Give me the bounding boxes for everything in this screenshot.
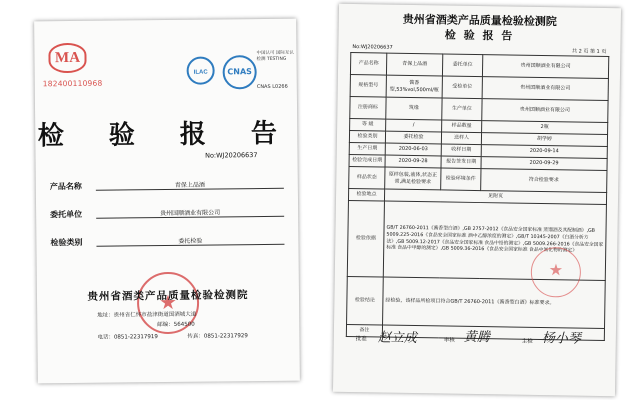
table-label: 生产日期 [349, 142, 385, 155]
table-label: 等 级 [350, 118, 386, 131]
table-label: 委托单位 [442, 54, 482, 77]
detail-page-info: 共 2 页 第 1 页 [571, 48, 607, 56]
contact-address: 地址：贵州省仁怀市盐津街道国酒城大道 [97, 311, 197, 319]
approver-label: 批准 [355, 336, 367, 343]
type-label: 检验类别 [50, 237, 83, 248]
table-label: 检验结论 [347, 276, 384, 325]
contact-phone: 电话：0851-22317919 [97, 334, 158, 341]
table-value: 2020-09-28 [385, 155, 441, 168]
table-value: 贵州国顺酒业有限公司 [482, 55, 608, 79]
table-value: 贵州国顺酒业有限公司 [482, 77, 608, 101]
table-label: 注册商标 [350, 96, 386, 119]
table-value: 筑缘 [386, 97, 442, 120]
table-label: 检验地点 [348, 188, 384, 201]
detail-page [333, 4, 621, 396]
table-value: 胡学婷 [481, 133, 607, 147]
client-label: 委托单位 [50, 209, 83, 220]
detail-org-title: 贵州省酒类产品质量检验检测院 [402, 12, 557, 29]
organization-name: 贵州省酒类产品质量检验检测院 [87, 289, 249, 303]
table-value: 青保上品酒 [386, 53, 442, 76]
cnas-info: 中国认可 国际互认 检测 TESTING [256, 50, 294, 63]
table-label: 检验类别 [349, 130, 385, 143]
conclusion-text: 经检验，该样品所检项目符合GB/T 26760-2011《酱香型白酒》标准要求。 [383, 277, 606, 328]
approver-signature: 赵立成 [377, 330, 417, 347]
table-label: 收样日期 [441, 144, 481, 157]
ilac-mra-logo [182, 55, 218, 89]
ma-certification-mark: MA [48, 43, 86, 73]
cnas-number: CNAS L0266 [256, 83, 288, 91]
table-value: 2020-09-14 [481, 145, 607, 159]
table-label: 检验环境条件 [441, 168, 481, 191]
table-label: 样品数量 [442, 120, 482, 133]
table-value: 原样包装,液体,状态正常,满足检验要求 [385, 167, 441, 190]
table-label: 备注 [346, 324, 382, 337]
cover-page [34, 19, 300, 384]
tester-signature: 杨小琴 [541, 331, 581, 347]
table-value: 2020-06-03 [385, 143, 441, 156]
standards-list: GB/T 26760-2011《酱香型白酒》,GB 2757-2012《食品安全国家标准 蒸馏酒及其配制酒》,GB 5009.225-2016《食品安全国家标准 酒中乙醇浓度的测定》,GB/T 10345-2007《白酒分析方法》,GB 5009.12-2017《食品安全国家标准 食品中铅的测定》,GB 5009.266-2016《食品安全国家标准 食品中甲醇的测定》,GB 5009.36-2016《食品安全国家标准 食品中氰化物的测定》 [383, 201, 606, 280]
table-value: 见附页 [384, 189, 606, 204]
table-value: 委托检验 [385, 131, 441, 144]
contact-fax: 传真：0851-22317929 [187, 333, 248, 340]
table-label: 检验完成日期 [349, 154, 385, 167]
table-value: 2020-09-29 [481, 157, 607, 171]
ma-code: 182400110968 [42, 78, 103, 89]
report-title: 检 验 报 告 [37, 118, 296, 152]
report-number: No:WJ20206637 [205, 151, 258, 160]
svg-text:ILAC: ILAC [193, 69, 208, 76]
table-label: 受检单位 [442, 76, 482, 99]
table-value: 酱香型,53%vol,500ml/瓶 [386, 75, 442, 98]
table-label: 生产单位 [442, 98, 482, 121]
table-label: 报告签发日期 [441, 156, 481, 169]
contact-postcode: 邮编：564500 [157, 321, 195, 329]
table-label: 样品状态 [349, 166, 385, 189]
tester-label: 主检 [521, 338, 533, 345]
table-value: 2瓶 [482, 121, 608, 135]
product-label: 产品名称 [49, 181, 82, 192]
detail-report-number: No:WJ20206637 [352, 44, 393, 51]
reviewer-signature: 黄腾 [463, 329, 490, 346]
table-label: 规格型号 [350, 74, 386, 97]
product-value: 青保上品酒 [96, 179, 284, 191]
detail-report-title: 检 验 报 告 [444, 28, 515, 43]
table-label: 产品名称 [350, 52, 386, 75]
type-value: 委托检验 [96, 235, 284, 247]
table-label: 检验依据 [347, 200, 384, 277]
client-value: 贵州国顺酒业有限公司 [96, 207, 284, 219]
table-label: 送样人 [441, 132, 481, 145]
table-value: 贵州国顺酒业有限公司 [482, 99, 608, 123]
table-value: / [386, 119, 442, 132]
reviewer-label: 审核 [443, 337, 455, 344]
table-value: 符合检验要求 [481, 169, 607, 193]
cnas-logo: CNAS [222, 55, 256, 89]
